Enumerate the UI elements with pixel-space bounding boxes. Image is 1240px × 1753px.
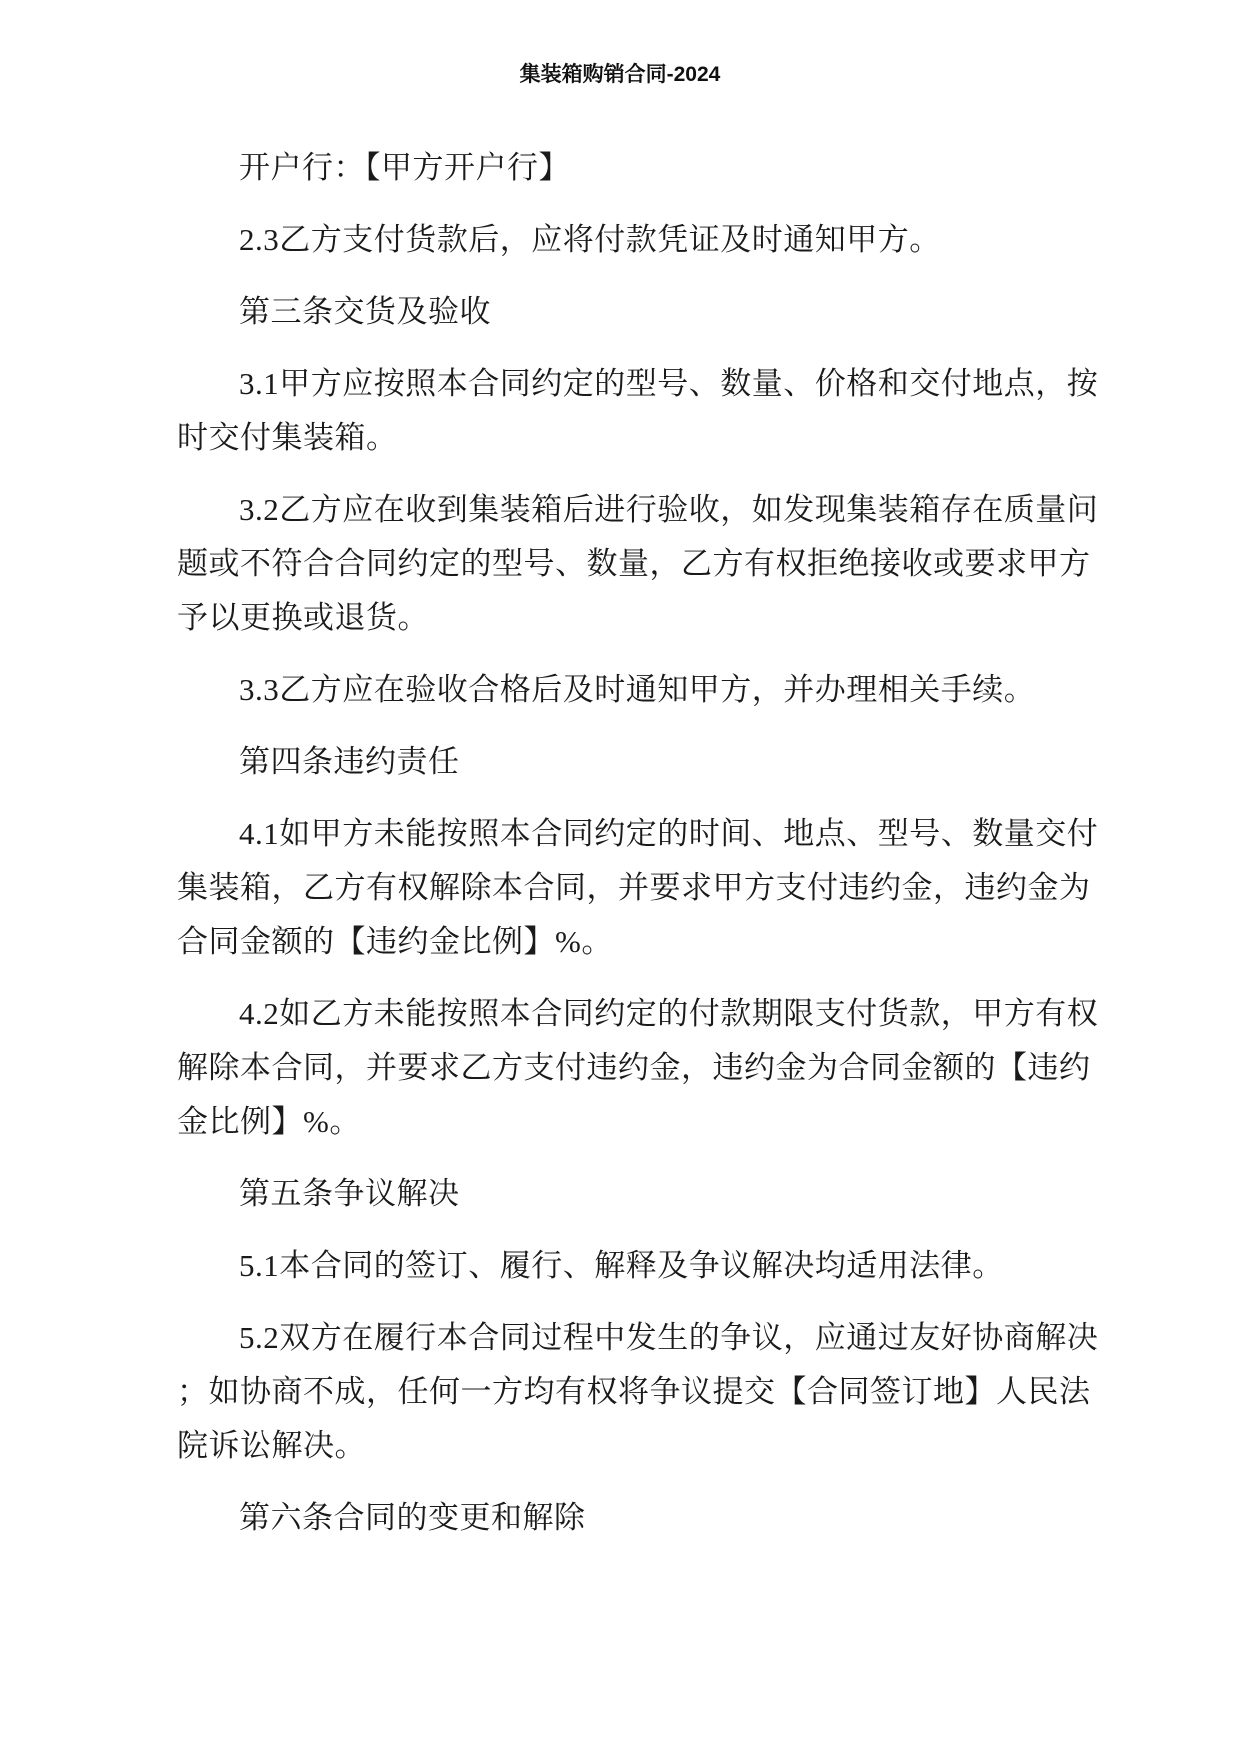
text-line: 3.1甲方应按照本合同约定的型号、数量、价格和交付地点，按 [239,366,1099,401]
paragraph-bank-account [177,141,1130,195]
text-line: 3.2乙方应在收到集装箱后进行验收，如发现集装箱存在质量问 [239,492,1099,527]
heading-article-6 [177,1491,1130,1545]
paragraph-clause-3-1 [177,357,1130,465]
paragraph-clause-5-1 [177,1239,1130,1293]
text-line: ；如协商不成，任何一方均有权将争议提交【合同签订地】人民法 [177,1374,1091,1409]
text-line: 予以更换或退货。 [177,600,429,635]
text-line: 2.3乙方支付货款后，应将付款凭证及时通知甲方。 [239,222,941,257]
text-line: 金比例】%。 [177,1104,361,1139]
document-header [0,0,1240,88]
paragraph-clause-2-3 [177,213,1130,267]
text-line: 第六条合同的变更和解除 [239,1500,586,1535]
text-line: 第三条交货及验收 [239,294,491,329]
paragraph-clause-4-1 [177,807,1130,969]
paragraph-clause-3-3 [177,663,1130,717]
paragraph-clause-3-2 [177,483,1130,645]
text-line: 5.1本合同的签订、履行、解释及争议解决均适用法律。 [239,1248,1004,1283]
text-line: 时交付集装箱。 [177,420,398,455]
text-line: 合同金额的【违约金比例】%。 [177,924,613,959]
text-line: 第四条违约责任 [239,744,460,779]
text-line: 解除本合同，并要求乙方支付违约金，违约金为合同金额的【违约 [177,1050,1091,1085]
text-line: 5.2双方在履行本合同过程中发生的争议，应通过友好协商解决 [239,1320,1099,1355]
text-line: 题或不符合合同约定的型号、数量，乙方有权拒绝接收或要求甲方 [177,546,1091,581]
document-body [0,141,1240,1545]
paragraph-clause-4-2 [177,987,1130,1149]
text-line: 开户行：【甲方开户行】 [239,150,570,185]
text-line: 院诉讼解决。 [177,1428,366,1463]
text-line: 3.3乙方应在验收合格后及时通知甲方，并办理相关手续。 [239,672,1036,707]
text-line: 4.2如乙方未能按照本合同约定的付款期限支付货款，甲方有权 [239,996,1099,1031]
paragraph-clause-5-2 [177,1311,1130,1473]
heading-article-5 [177,1167,1130,1221]
heading-article-4 [177,735,1130,789]
document-title: 集装箱购销合同-2024 [519,63,721,86]
text-line: 第五条争议解决 [239,1176,460,1211]
heading-article-3 [177,285,1130,339]
text-line: 4.1如甲方未能按照本合同约定的时间、地点、型号、数量交付 [239,816,1099,851]
text-line: 集装箱，乙方有权解除本合同，并要求甲方支付违约金，违约金为 [177,870,1091,905]
